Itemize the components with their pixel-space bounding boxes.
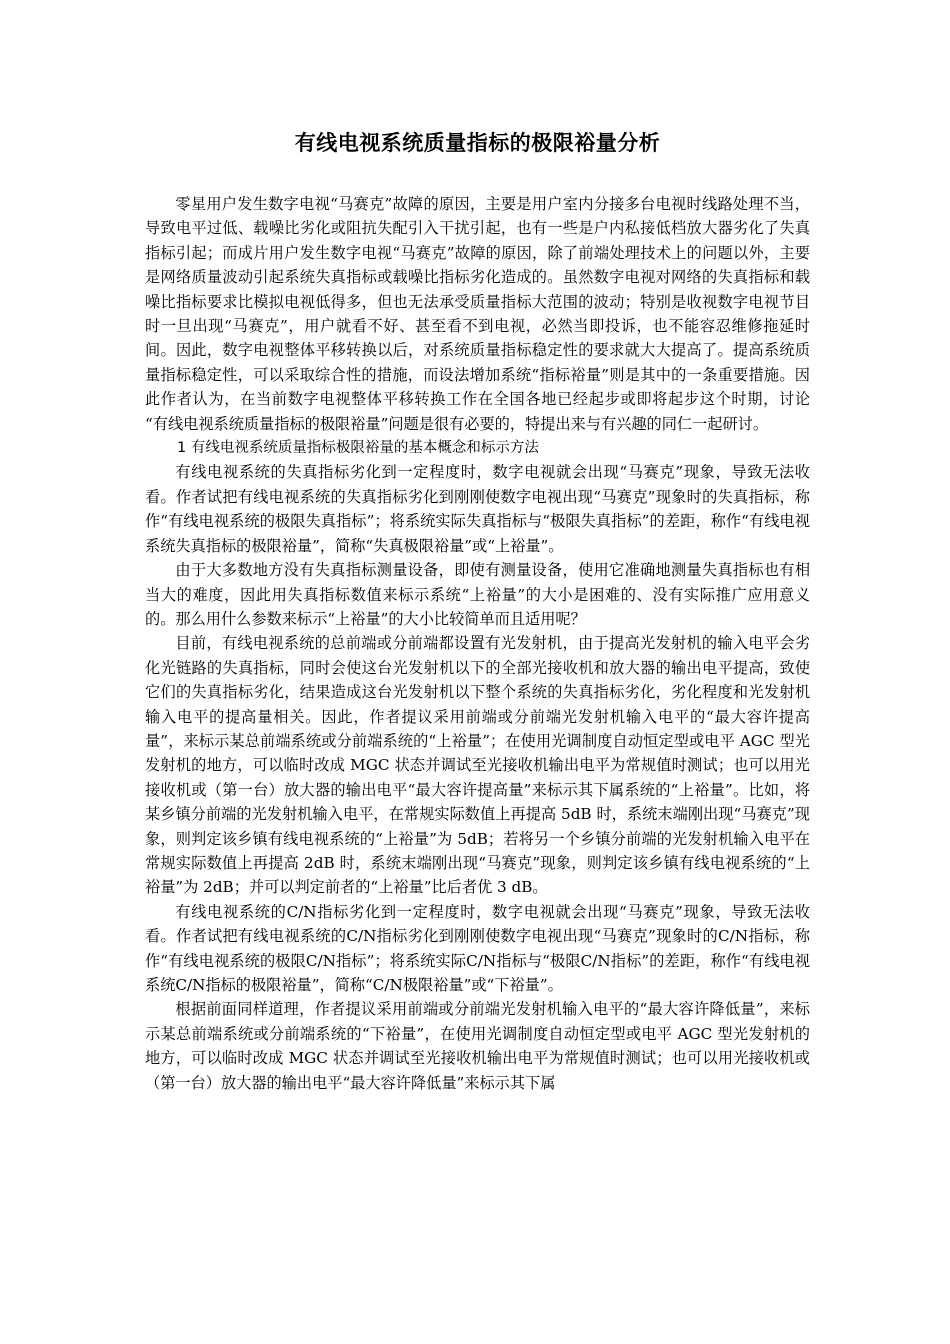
paragraph-lower-margin-method: 根据前面同样道理，作者提议采用前端或分前端光发射机输入电平的“最大容许降低量”，来标示某总前端系统或分前端系统的“下裕量”，在使用光调制度自动恒定型或电平 AGC 型光发射机的地方，可以临时改成 MGC 状态并调试至光接收机输出电平为常规值时测试；也可以用光接收机或（第一台）放大器的输出电平“最大容许降低量”来标示其下属 <box>145 1000 810 1092</box>
paragraph-upper-margin-method: 目前，有线电视系统的总前端或分前端都设置有光发射机，由于提高光发射机的输入电平会劣化光链路的失真指标，同时会使这台光发射机以下的全部光接收机和放大器的输出电平提高，致使它们的失真指标劣化，结果造成这台光发射机以下整个系统的失真指标劣化，劣化程度和光发射机输入电平的提高量相关。因此，作者提议采用前端或分前端光发射机输入电平的“最大容许提高量”，来标示某总前端系统或分前端系统的“上裕量”；在使用光调制度自动恒定型或电平 AGC 型光发射机的地方，可以临时改成 MGC 状态并调试至光接收机输出电平为常规值时测试；也可以用光接收机或（第一台）放大器的输出电平“最大容许提高量”来标示其下属系统的“上裕量”。比如，将某乡镇分前端的光发射机输入电平，在常规实际数值上再提高 5dB 时，系统末端刚出现“马赛克”现象，则判定该乡镇有线电视系统的“上裕量”为 5dB；若将另一个乡镇分前端的光发射机输入电平在常规实际数值上再提高 2dB 时，系统末端刚出现“马赛克”现象，则判定该乡镇有线电视系统的“上裕量”为 2dB；并可以判定前者的“上裕量”比后者优 3 dB。 <box>145 634 810 897</box>
paragraph-lower-margin-definition: 有线电视系统的C/N指标劣化到一定程度时，数字电视就会出现“马赛克”现象，导致无法收看。作者试把有线电视系统的C/N指标劣化到刚刚使数字电视出现“马赛克”现象时的C/N指标，称作“有线电视系统的极限C/N指标”；将系统实际C/N指标与“极限C/N指标”的差距，称作“有线电视系统C/N指标的极限裕量”，简称“C/N极限裕量”或“下裕量”。 <box>145 902 810 994</box>
paragraph-upper-margin-definition: 有线电视系统的失真指标劣化到一定程度时，数字电视就会出现“马赛克”现象，导致无法收看。作者试把有线电视系统的失真指标劣化到刚刚使数字电视出现“马赛克”现象时的失真指标，称作“有线电视系统的极限失真指标”；将系统实际失真指标与“极限失真指标”的差距，称作“有线电视系统失真指标的极限裕量”，简称“失真极限裕量”或“上裕量”。 <box>145 463 810 555</box>
document-title: 有线电视系统质量指标的极限裕量分析 <box>294 131 661 155</box>
document-page <box>145 128 810 1095</box>
paragraph-measurement-difficulty: 由于大多数地方没有失真指标测量设备，即使有测量设备，使用它准确地测量失真指标也有相当大的难度，因此用失真指标数值来标示系统“上裕量”的大小是困难的、没有实际推广应用意义的。那么用什么参数来标示“上裕量”的大小比较简单而且适用呢？ <box>145 561 810 628</box>
section-heading-1: 1 有线电视系统质量指标极限裕量的基本概念和标示方法 <box>177 440 539 457</box>
paragraph-intro: 零星用户发生数字电视“马赛克”故障的原因，主要是用户室内分接多台电视时线路处理不当，导致电平过低、载噪比劣化或阻抗失配引入干扰引起，也有一些是户内私接低档放大器劣化了失真指标引起；而成片用户发生数字电视“马赛克”故障的原因，除了前端处理技术上的问题以外，主要是网络质量波动引起系统失真指标或载噪比指标劣化造成的。虽然数字电视对网络的失真指标和载噪比指标要求比模拟电视低得多，但也无法承受质量指标大范围的波动；特别是收视数字电视节目时一旦出现“马赛克”，用户就看不好、甚至看不到电视，必然当即投诉，也不能容忍维修拖延时间。因此，数字电视整体平移转换以后，对系统质量指标稳定性的要求就大大提高了。提高系统质量指标稳定性，可以采取综合性的措施，而设法增加系统“指标裕量”则是其中的一条重要措施。因此作者认为，在当前数字电视整体平移转换工作在全国各地已经起步或即将起步这个时期，讨论 “有线电视系统质量指标的极限裕量”问题是很有必要的，特提出来与有兴趣的同仁一起研讨。 <box>145 195 810 433</box>
